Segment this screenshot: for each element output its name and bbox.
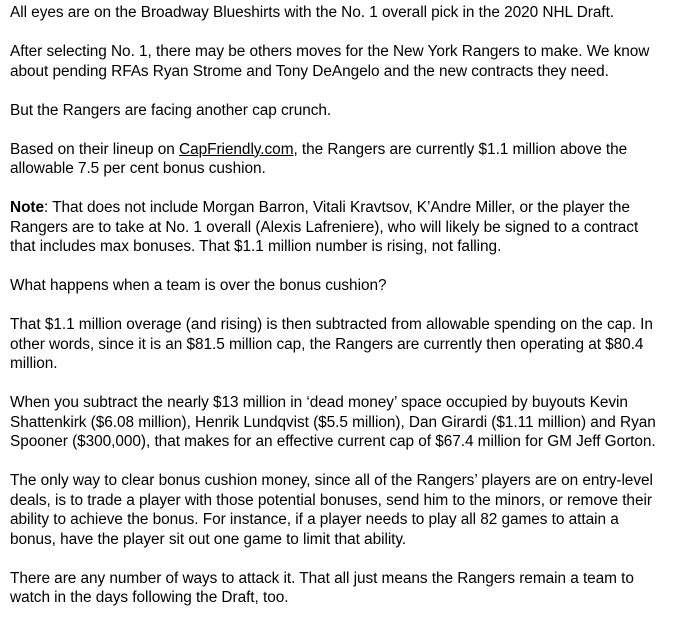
paragraph-7-line-3: million.: [10, 355, 58, 372]
paragraph-1: [10, 3, 676, 23]
paragraph-4-line-2: allowable 7.5 per cent bonus cushion.: [10, 160, 266, 177]
paragraph-4: [10, 140, 676, 179]
paragraph-6: [10, 276, 676, 296]
paragraph-5-line-3: that includes max bonuses. That $1.1 million number is rising, not falling.: [10, 238, 502, 255]
paragraph-3-line-1: But the Rangers are facing another cap crunch.: [10, 101, 332, 119]
paragraph-9-line-1: The only way to clear bonus cushion money, since all of the Rangers’ players are on entry-level: [10, 472, 653, 489]
paragraph-5-line-2: Rangers are to take at No. 1 overall (Alexis Lafreniere), who will likely be signed to a contract: [10, 218, 639, 236]
paragraph-10-line-2: watch in the days following the Draft, too.: [10, 589, 289, 606]
paragraph-5-line-1: [10, 198, 676, 218]
paragraph-7-line-2: other words, since it is an $81.5 million cap, the Rangers are currently then operating at $80.4: [10, 335, 644, 353]
paragraph-5: [10, 198, 676, 257]
article-body: [10, 0, 676, 627]
note-label: Note: [10, 199, 45, 216]
paragraph-2-line-2: about pending RFAs Ryan Strome and Tony DeAngelo and the new contracts they need.: [10, 62, 609, 80]
paragraph-6-line-1: What happens when a team is over the bonus cushion?: [10, 277, 387, 294]
paragraph-7: [10, 315, 676, 374]
paragraph-4-text-after-link: , the Rangers are currently $1.1 million above the: [293, 140, 628, 158]
paragraph-9-line-2: deals, is to trade a player with those potential bonuses, send him to the minors, or remove their: [10, 491, 652, 509]
paragraph-9: [10, 471, 676, 549]
paragraph-2-line-1: After selecting No. 1, there may be others moves for the New York Rangers to make. We know: [10, 43, 650, 60]
paragraph-9-line-3: ability to achieve the bonus. For instance, if a player needs to play all 82 games to attain a: [10, 511, 619, 528]
paragraph-10-line-1: There are any number of ways to attack it. That all just means the Rangers remain a team to: [10, 569, 634, 587]
paragraph-2: [10, 42, 676, 81]
paragraph-8-line-2: Shattenkirk ($6.08 million), Henrik Lundqvist ($5.5 million), Dan Girardi ($1.11 million) and Ryan: [10, 413, 656, 431]
paragraph-1-line-1: All eyes are on the Broadway Blueshirts with the No. 1 overall pick in the 2020 NHL Draft.: [10, 4, 615, 21]
capfriendly-link[interactable]: CapFriendly.com: [179, 140, 294, 158]
paragraph-4-line-1: [10, 140, 676, 160]
paragraph-9-line-4: bonus, have the player sit out one game to limit that ability.: [10, 530, 407, 548]
paragraph-10: [10, 569, 676, 608]
paragraph-7-line-1: That $1.1 million overage (and rising) is then subtracted from allowable spending on the cap. In: [10, 316, 653, 333]
paragraph-4-text-before-link: Based on their lineup on: [10, 140, 180, 158]
paragraph-8: [10, 393, 676, 452]
paragraph-8-line-1: When you subtract the nearly $13 million in ‘dead money’ space occupied by buyouts Kevin: [10, 394, 628, 411]
paragraph-8-line-3: Spooner ($300,000), that makes for an effective current cap of $67.4 million for GM Jeff Gorton.: [10, 433, 656, 450]
paragraph-3: [10, 101, 676, 121]
paragraph-5-text-after-note: : That does not include Morgan Barron, Vitali Kravtsov, K’Andre Miller, or the player the: [44, 199, 630, 216]
